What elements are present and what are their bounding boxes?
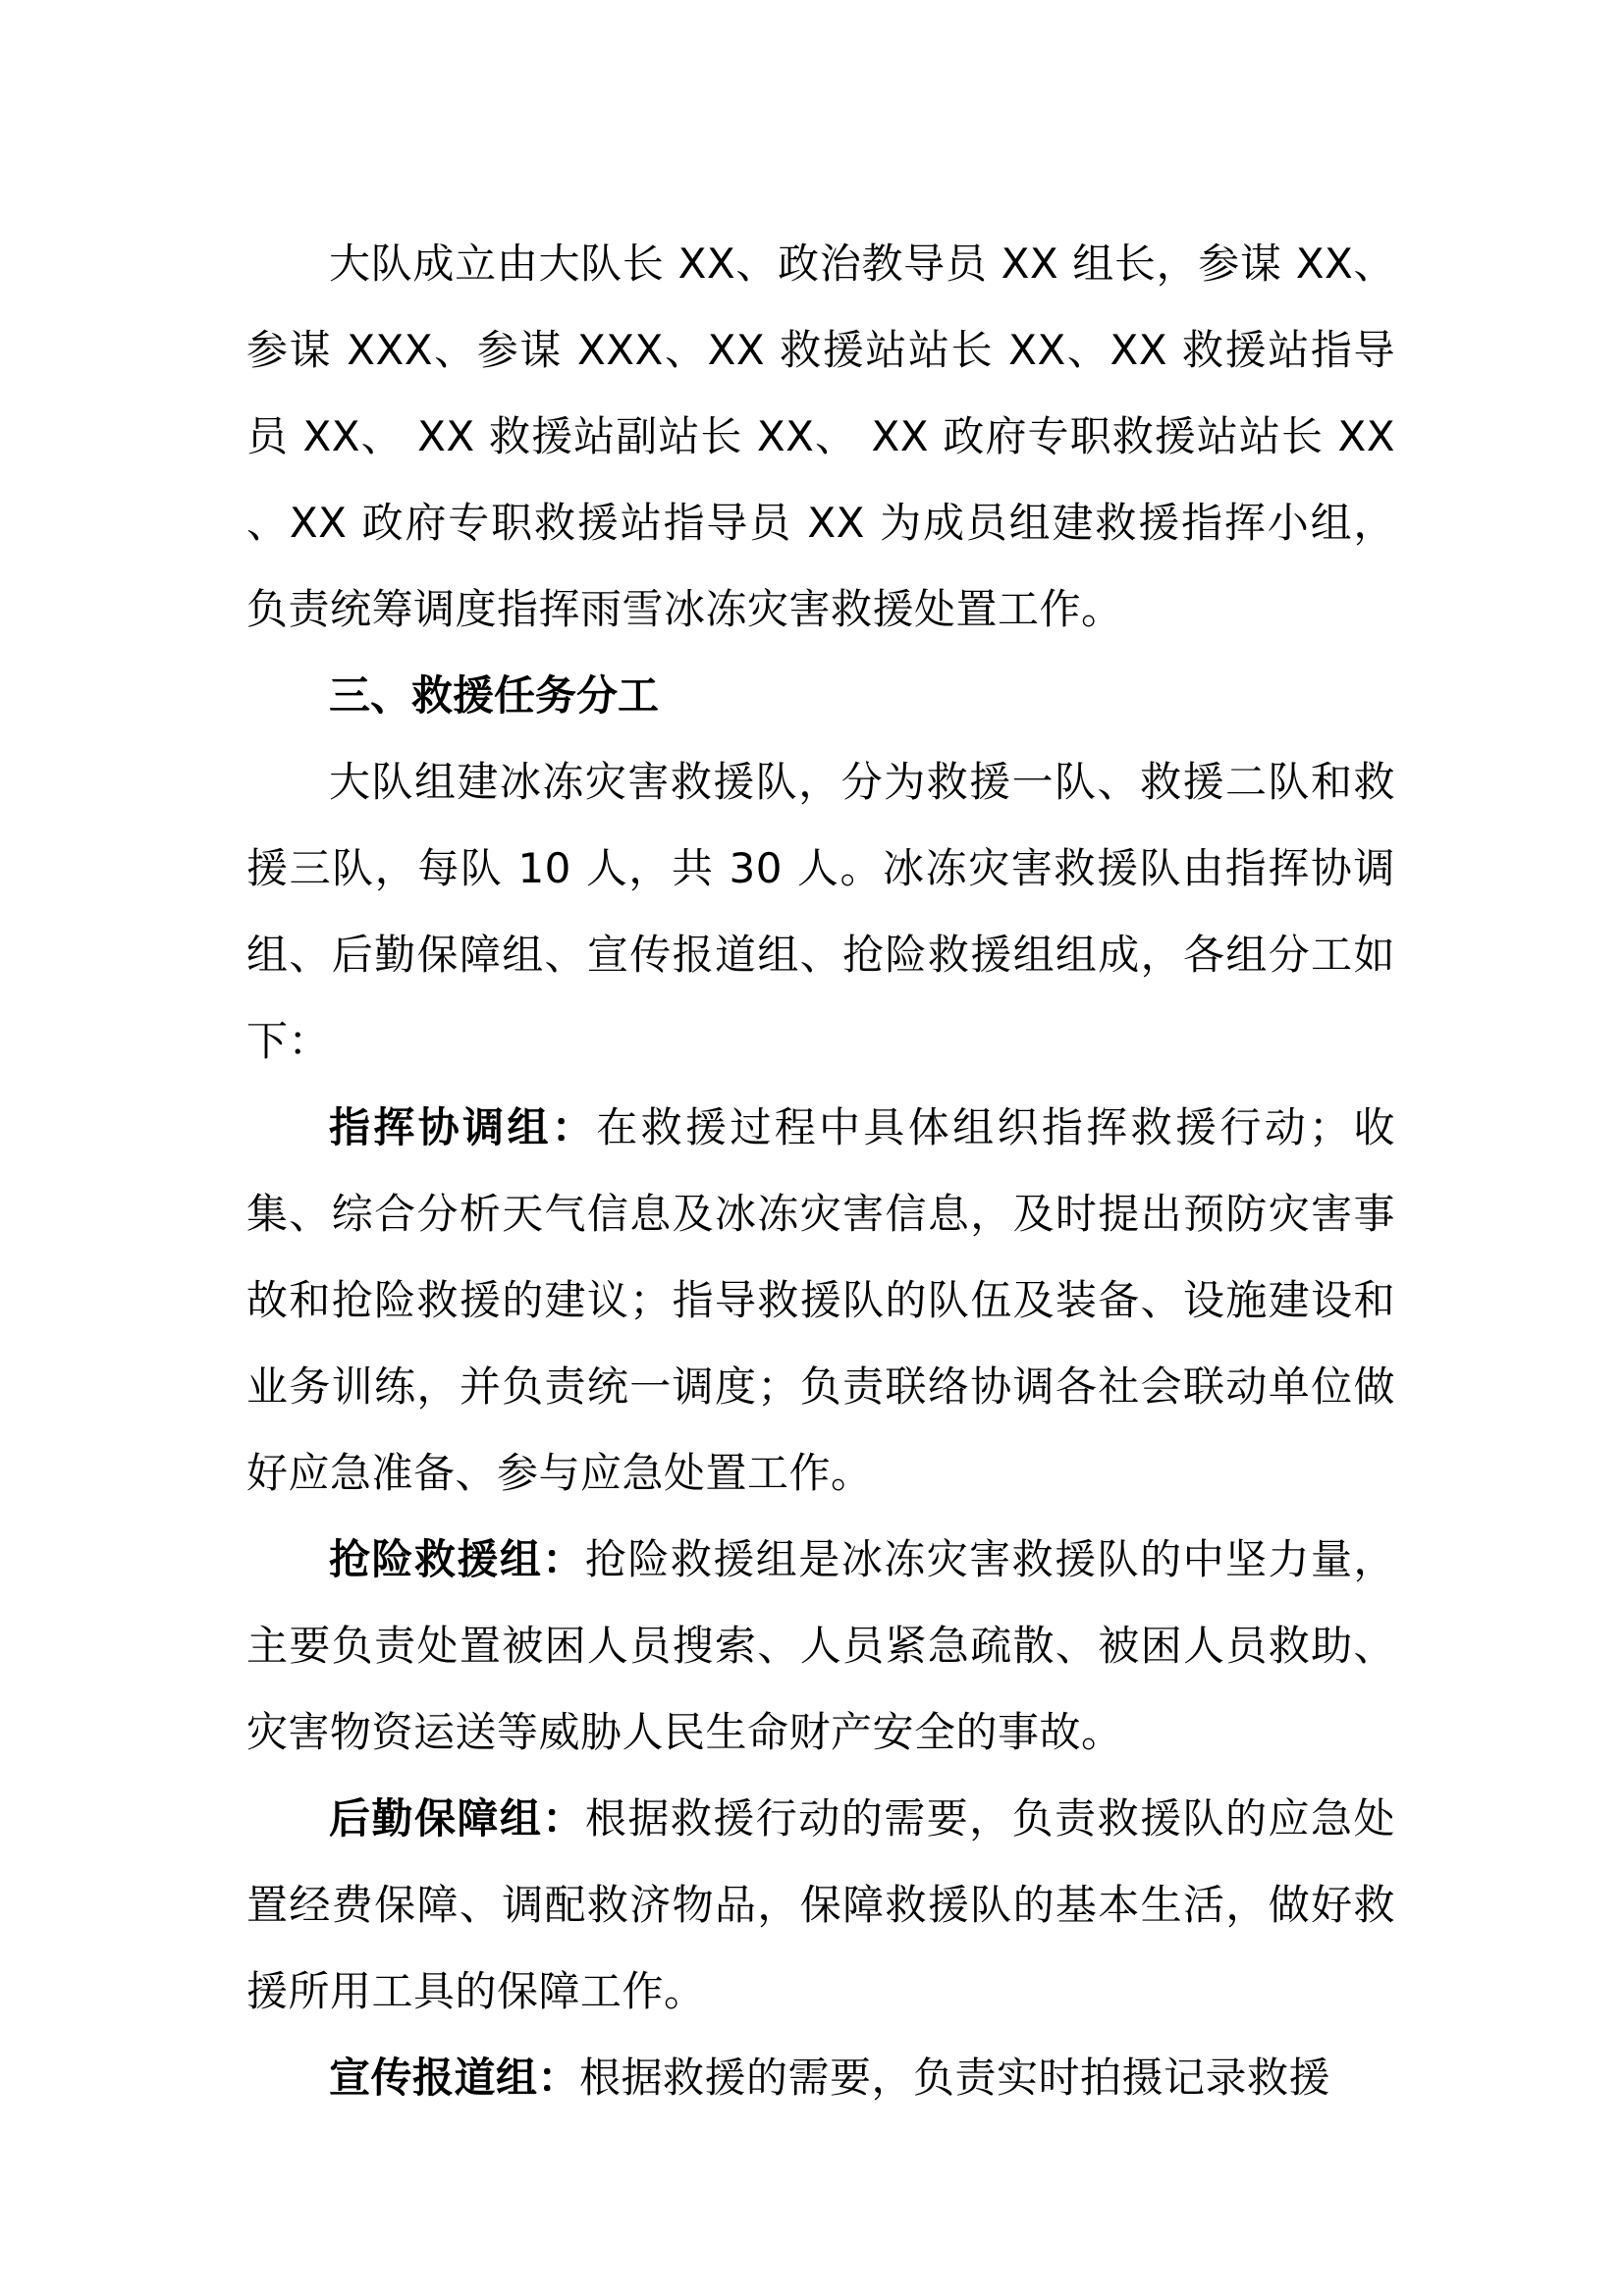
publicity-group-text: 根据救援的需要，负责实时拍摄记录救援 [579, 2054, 1331, 2102]
paragraph-publicity-group [246, 2035, 1395, 2121]
paragraph-team-structure: 大队组建冰冻灾害救援队，分为救援一队、救援二队和救援三队，每队 10 人，共 30 人。冰冻灾害救援队由指挥协调组、后勤保障组、宣传报道组、抢险救援组组成，各组分工如下： [246, 758, 1395, 1065]
paragraph-command-formation: 大队成立由大队长 XX、政治教导员 XX 组长，参谋 XX、参谋 XXX、参谋 XXX、XX 救援站站长 XX、XX 救援站指导员 XX、 XX 救援站副站长 XX、 XX 政府专职救援站站长 XX 、XX 政府专职救援站指导员 XX 为成员组建救援指挥小组，负责统筹调度指挥雨雪冰冻灾害救援处置工作。 [246, 240, 1395, 633]
paragraph-rescue-group [246, 1517, 1395, 1776]
logistics-group-text: 根据救援行动的需要，负责救援队的应急处置经费保障、调配救济物品，保障救援队的基本生活，做好救援所用工具的保障工作。 [246, 1794, 1395, 2015]
logistics-group-title: 后勤保障组： [329, 1794, 585, 1842]
publicity-group-title: 宣传报道组： [329, 2054, 580, 2102]
command-group-text: 在救援过程中具体组织指挥救援行动；收集、综合分析天气信息及冰冻灾害信息，及时提出预防灾害事故和抢险救援的建议；指导救援队的队伍及装备、设施建设和业务训练，并负责统一调度；负责联络协调各社会联动单位做好应急准备、参与应急处置工作。 [246, 1103, 1395, 1497]
paragraph-command-group [246, 1085, 1395, 1517]
paragraph-logistics-group [246, 1776, 1395, 2035]
rescue-group-title: 抢险救援组： [329, 1535, 585, 1583]
document-page [246, 221, 1395, 2121]
command-group-title: 指挥协调组： [329, 1103, 597, 1151]
rescue-group-text: 抢险救援组是冰冻灾害救援队的中坚力量，主要负责处置被困人员搜索、人员紧急疏散、被困人员救助、灾害物资运送等威胁人民生命财产安全的事故。 [246, 1535, 1395, 1756]
section-heading-task-division: 三、救援任务分工 [329, 671, 660, 720]
